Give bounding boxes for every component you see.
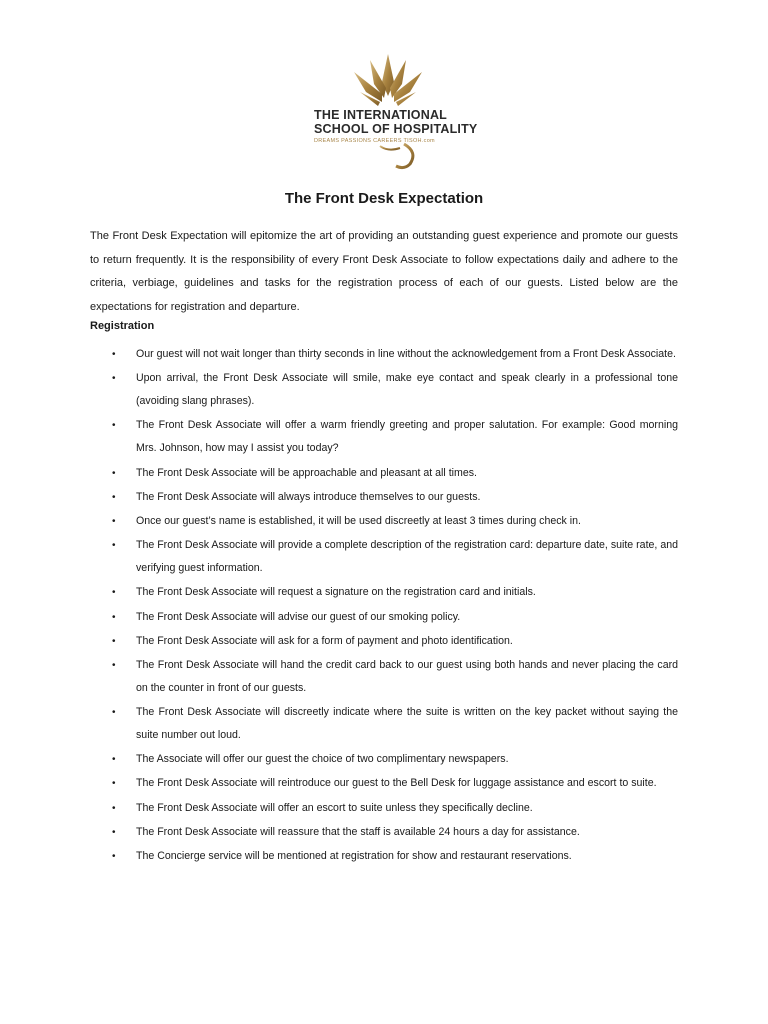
bullet-icon: • <box>112 707 116 719</box>
list-item-text: Once our guest’s name is established, it will be used discreetly at least 3 times during check in. <box>136 514 581 527</box>
list-item <box>90 367 678 413</box>
bullet-icon: • <box>112 659 116 671</box>
registration-bullet-list <box>90 343 678 869</box>
list-item <box>90 701 678 747</box>
list-item <box>90 654 678 700</box>
intro-paragraph: The Front Desk Expectation will epitomize the art of providing an outstanding guest experience and promote our guests to return frequently. It is the responsibility of every Front Desk Associate to follow expectations daily and adhere to the criteria, verbiage, guidelines and tasks for the registration process of each of our guests. Listed below are the expectations for registration and departure. <box>90 230 678 313</box>
list-item <box>90 630 678 653</box>
list-item-text: Upon arrival, the Front Desk Associate will smile, make eye contact and speak clearly in a professional tone (avoiding slang phrases). <box>136 372 678 408</box>
list-item <box>90 343 678 366</box>
logo-text-line2: SCHOOL OF HOSPITALITY <box>314 122 478 136</box>
bullet-icon: • <box>112 851 116 862</box>
list-item-text: Our guest will not wait longer than thirty seconds in line without the acknowledgement from a Front Desk Associate. <box>136 348 676 360</box>
list-item <box>90 486 678 509</box>
bullet-icon: • <box>112 373 116 385</box>
list-item-text: The Front Desk Associate will always introduce themselves to our guests. <box>136 490 481 503</box>
bullet-icon: • <box>112 802 116 814</box>
school-logo <box>308 52 478 170</box>
list-item-text: The Front Desk Associate will offer an escort to suite unless they specifically decline. <box>136 801 533 814</box>
list-item-text: The Associate will offer our guest the choice of two complimentary newspapers. <box>136 753 509 766</box>
list-item <box>90 797 678 820</box>
list-item <box>90 748 678 771</box>
list-item <box>90 581 678 604</box>
bullet-icon: • <box>112 778 116 790</box>
list-item <box>90 462 678 485</box>
bullet-icon: • <box>112 635 116 647</box>
bullet-icon: • <box>112 540 116 552</box>
bullet-icon: • <box>112 754 116 766</box>
list-item <box>90 414 678 460</box>
list-item-text: The Front Desk Associate will advise our guest of our smoking policy. <box>136 610 461 623</box>
bullet-icon: • <box>112 611 116 623</box>
bullet-icon: • <box>112 587 116 599</box>
logo-tagline: DREAMS PASSIONS CAREERS TISOH.com <box>314 138 435 144</box>
list-item-text: The Front Desk Associate will reintroduce our guest to the Bell Desk for luggage assistance and escort to suite. <box>136 777 657 790</box>
section-heading-registration: Registration <box>90 320 155 332</box>
bullet-icon: • <box>112 515 116 527</box>
list-item-text: The Front Desk Associate will ask for a form of payment and photo identification. <box>136 634 513 647</box>
list-item-text: The Front Desk Associate will request a signature on the registration card and initials. <box>136 586 536 599</box>
list-item-text: The Front Desk Associate will offer a warm friendly greeting and proper salutation. For example: Good morning Mrs. Johnson, how may I assist you today? <box>136 419 678 455</box>
list-item <box>90 772 678 795</box>
list-item <box>90 606 678 629</box>
logo-text-line1: THE INTERNATIONAL <box>314 108 448 122</box>
bullet-icon: • <box>112 349 116 360</box>
list-item-text: The Front Desk Associate will hand the credit card back to our guest using both hands and never placing the card on the counter in front of our guests. <box>136 658 678 694</box>
list-item <box>90 845 678 868</box>
list-item-text: The Concierge service will be mentioned at registration for show and restaurant reservations. <box>136 850 572 862</box>
list-item-text: The Front Desk Associate will discreetly indicate where the suite is written on the key packet without saying the suite number out loud. <box>136 706 678 742</box>
list-item <box>90 534 678 580</box>
list-item <box>90 510 678 533</box>
list-item-text: The Front Desk Associate will provide a complete description of the registration card: departure date, suite rate, and verifying guest information. <box>136 539 678 575</box>
bullet-icon: • <box>112 420 116 432</box>
bullet-icon: • <box>112 491 116 503</box>
bullet-icon: • <box>112 826 116 838</box>
list-item-text: The Front Desk Associate will reassure that the staff is available 24 hours a day for assistance. <box>136 825 580 838</box>
page-title: The Front Desk Expectation <box>284 190 484 207</box>
list-item <box>90 821 678 844</box>
list-item-text: The Front Desk Associate will be approachable and pleasant at all times. <box>136 466 477 479</box>
bullet-icon: • <box>112 467 116 479</box>
